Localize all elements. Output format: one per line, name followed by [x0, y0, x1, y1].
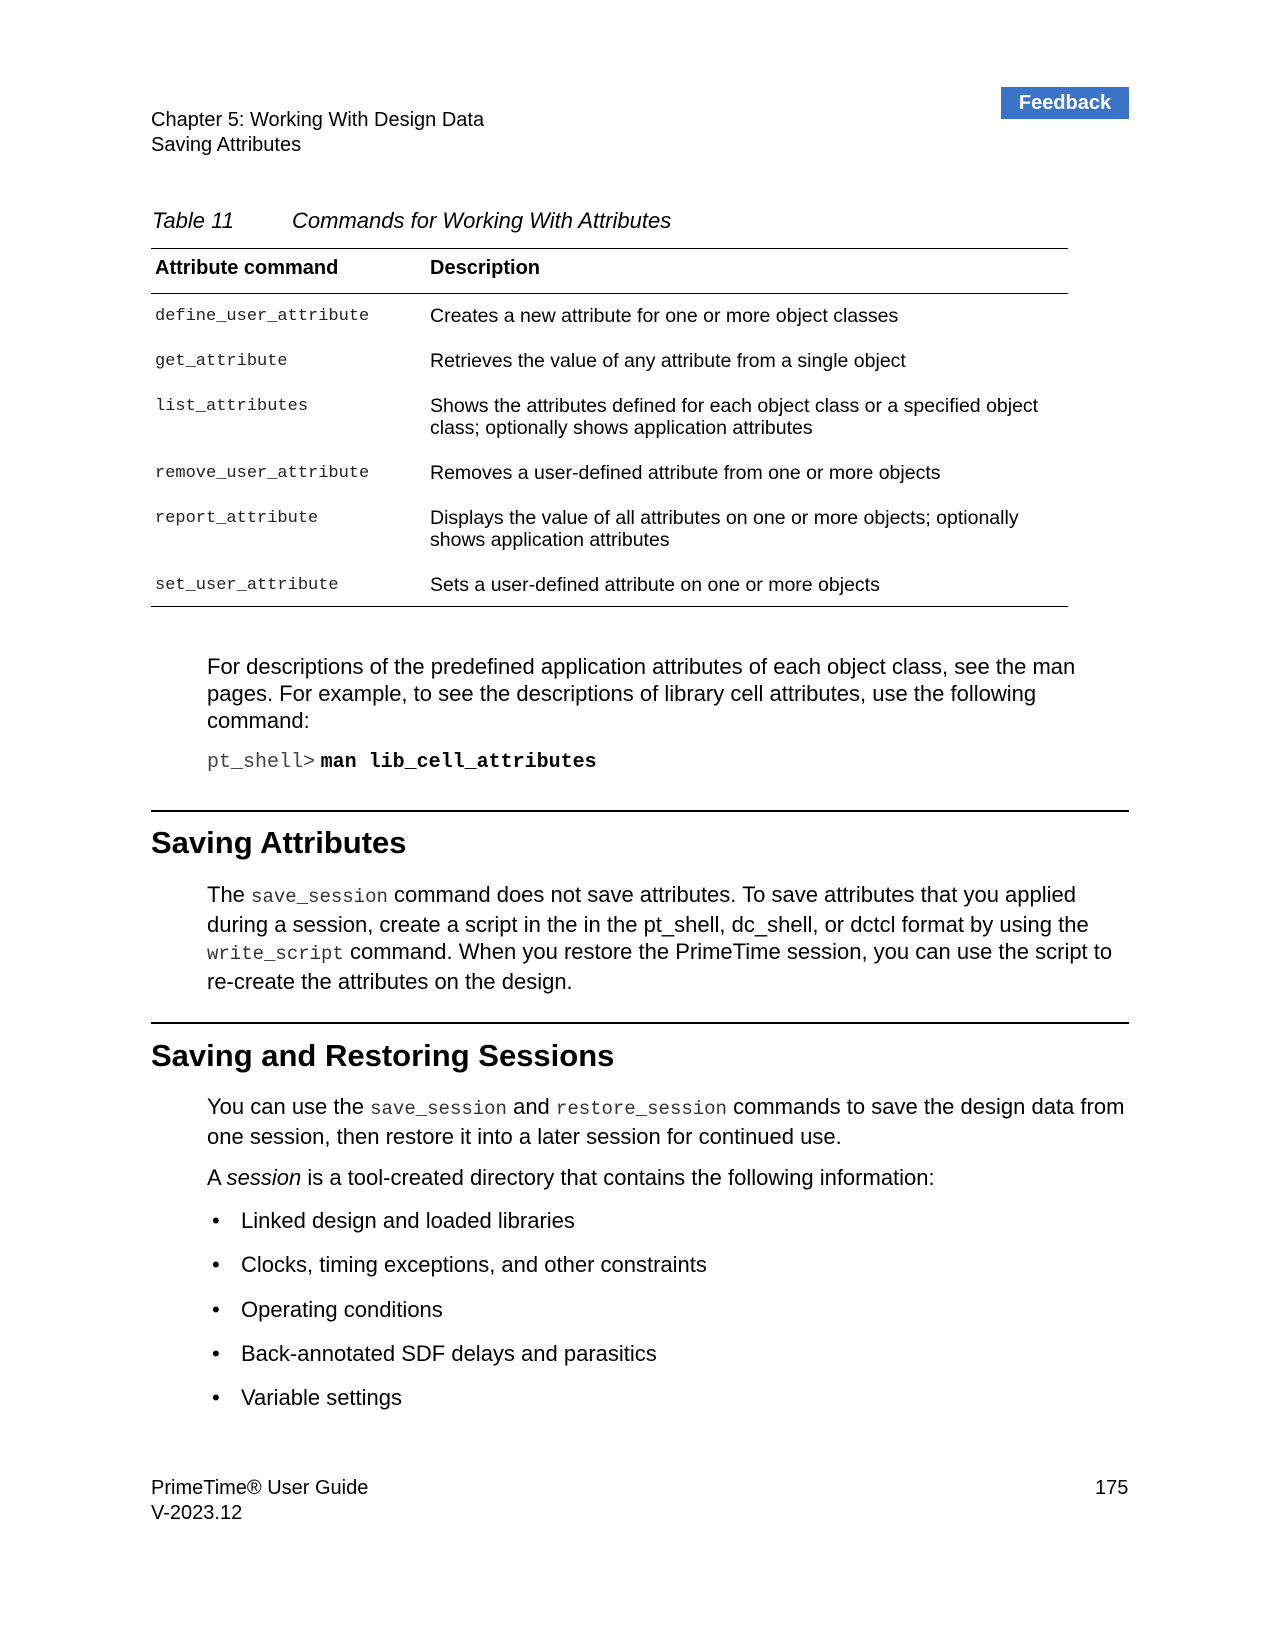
table-caption-title: Commands for Working With Attributes — [292, 208, 672, 233]
table-header-rule — [151, 293, 1068, 294]
inline-code: save_session — [251, 886, 388, 908]
table-cell-command: remove_user_attribute — [155, 464, 370, 483]
emphasis: session — [226, 1165, 302, 1190]
saving-sessions-paragraph: You can use the save_session and restore_session commands to save the design data from one session, then restore it into a later session for continued use. — [207, 1094, 1125, 1149]
command-prompt: pt_shell> — [207, 751, 316, 774]
bullet-marker: • — [212, 1208, 220, 1233]
table-cell-description: Displays the value of all attributes on one or more objects; optionally shows application attributes — [430, 507, 1019, 551]
chapter-title: Chapter 5: Working With Design Data — [151, 109, 485, 131]
list-item: Variable settings — [241, 1385, 403, 1410]
example-command-line — [207, 750, 597, 774]
list-item: Clocks, timing exceptions, and other constraints — [241, 1252, 707, 1277]
feedback-button[interactable]: Feedback — [1001, 87, 1129, 119]
list-item: Operating conditions — [241, 1297, 443, 1322]
saving-attributes-paragraph: The save_session command does not save attributes. To save attributes that you applied during a session, create a script in the in the pt_shell, dc_shell, or dctcl format by using the write_script command. When you restore the PrimeTime session, you can use the script to re-create the attributes on the design. — [207, 882, 1113, 994]
list-item: Linked design and loaded libraries — [241, 1208, 575, 1233]
page-number: 175 — [1095, 1477, 1129, 1499]
table-cell-description: Shows the attributes defined for each object class or a specified object class; optionally shows application attributes — [430, 395, 1039, 439]
table-top-rule — [151, 248, 1068, 249]
column-header-description: Description — [430, 257, 541, 279]
footer-title: PrimeTime® User Guide — [151, 1477, 369, 1499]
intro-paragraph: For descriptions of the predefined application attributes of each object class, see the man pages. For example, to see the descriptions of library cell attributes, use the following command: — [207, 654, 1076, 733]
table-cell-command: get_attribute — [155, 352, 288, 371]
table-cell-description: Retrieves the value of any attribute from a single object — [430, 350, 906, 372]
inline-code: restore_session — [555, 1098, 727, 1120]
table-bottom-rule — [151, 606, 1068, 607]
bullet-marker: • — [212, 1385, 220, 1410]
bullet-marker: • — [212, 1297, 220, 1322]
footer-version: V-2023.12 — [151, 1502, 243, 1524]
bullet-marker: • — [212, 1341, 220, 1366]
table-cell-description: Sets a user-defined attribute on one or more objects — [430, 574, 880, 596]
column-header-command: Attribute command — [155, 257, 339, 279]
section-heading-saving-sessions: Saving and Restoring Sessions — [151, 1038, 615, 1073]
table-cell-description: Removes a user-defined attribute from one or more objects — [430, 462, 941, 484]
section-rule — [151, 1022, 1129, 1024]
list-item: Back-annotated SDF delays and parasitics — [241, 1341, 657, 1366]
command-text: man lib_cell_attributes — [320, 751, 597, 774]
bullet-marker: • — [212, 1252, 220, 1277]
section-heading-saving-attributes: Saving Attributes — [151, 825, 407, 860]
section-title: Saving Attributes — [151, 134, 302, 156]
table-cell-command: list_attributes — [155, 397, 309, 416]
inline-code: write_script — [207, 943, 344, 965]
table-cell-description: Creates a new attribute for one or more object classes — [430, 305, 899, 327]
table-cell-command: report_attribute — [155, 509, 319, 528]
session-definition-paragraph: A session is a tool-created directory that contains the following information: — [207, 1165, 935, 1190]
inline-code: save_session — [370, 1098, 507, 1120]
table-cell-command: define_user_attribute — [155, 307, 370, 326]
table-cell-command: set_user_attribute — [155, 576, 339, 595]
table-caption-number: Table 11 — [152, 208, 234, 233]
section-rule — [151, 810, 1129, 812]
